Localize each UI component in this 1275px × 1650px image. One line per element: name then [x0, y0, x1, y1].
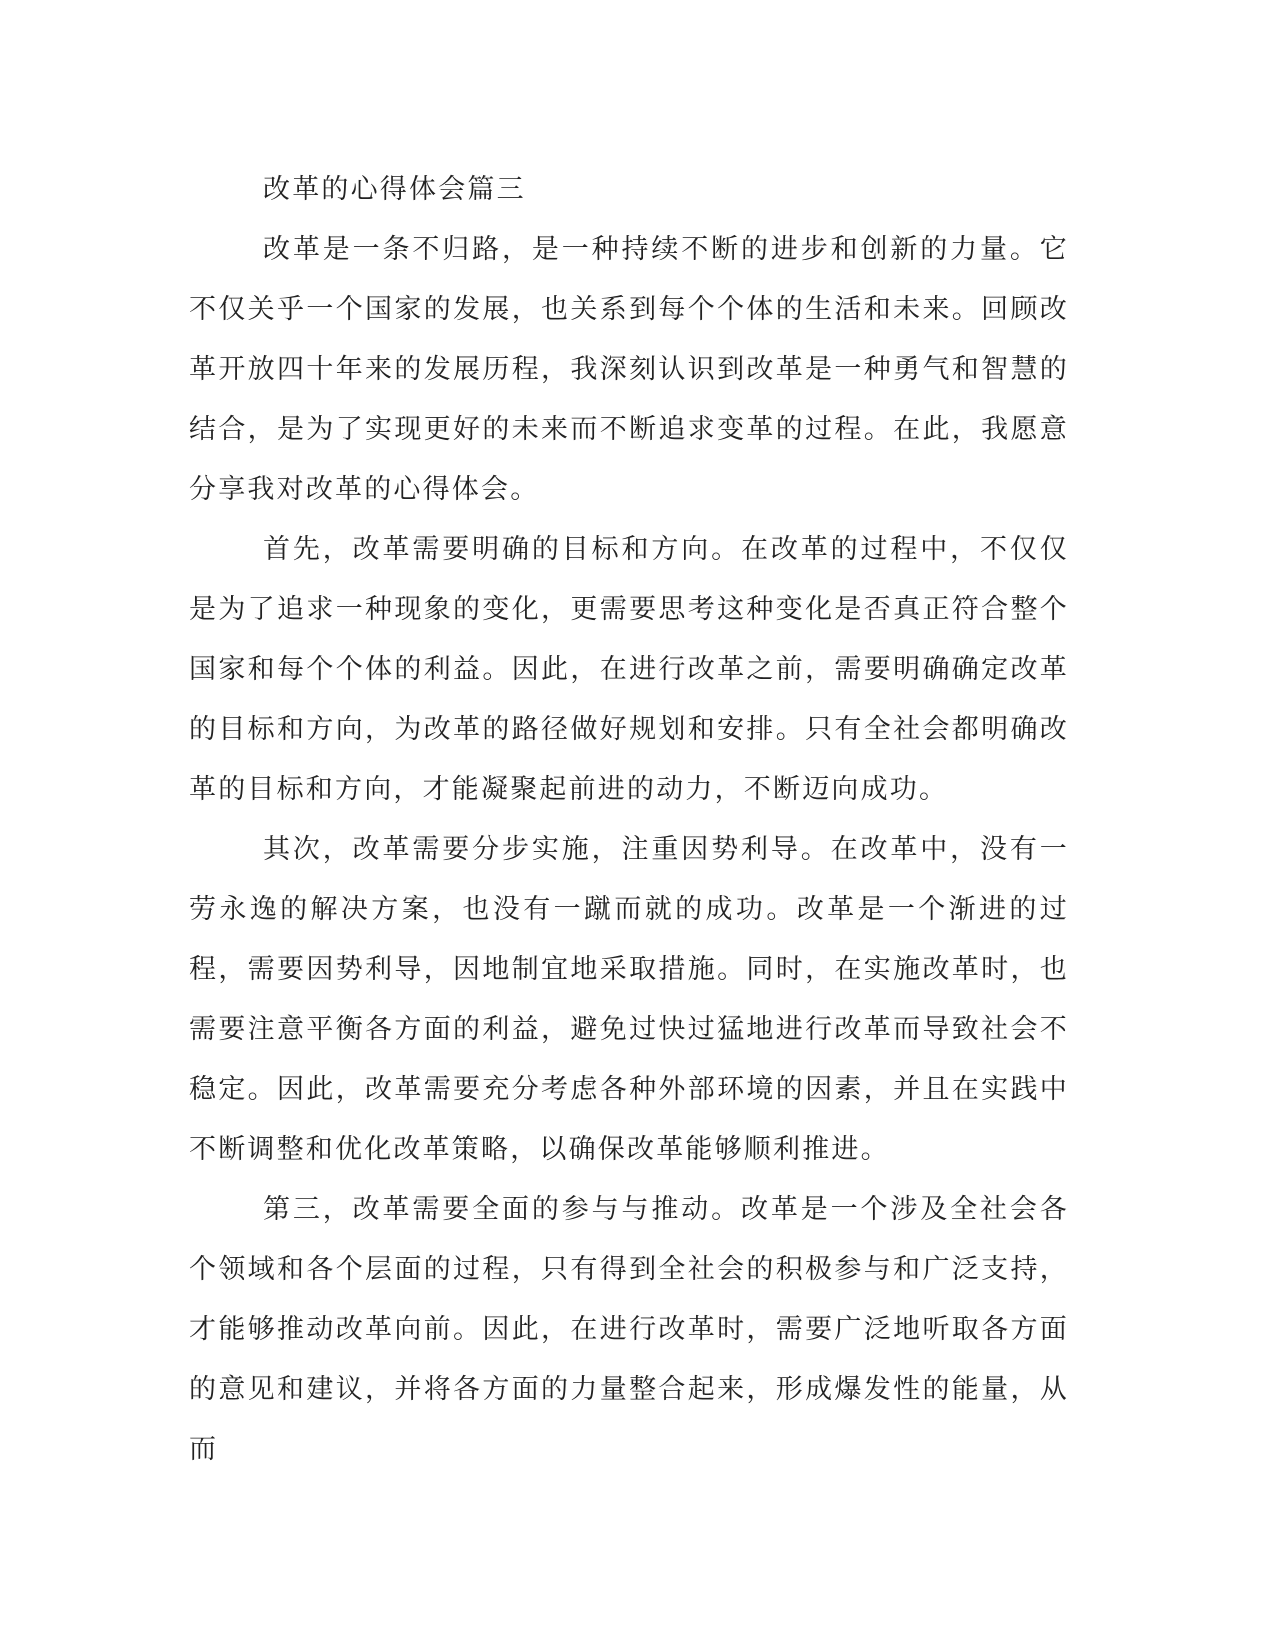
document-heading: 改革的心得体会篇三 [263, 174, 526, 205]
paragraph-4: 第三，改革需要全面的参与与推动。改革是一个涉及全社会各个领域和各个层面的过程，只有得到全社会的积极参与和广泛支持，才能够推动改革向前。因此，在进行改革时，需要广泛地听取各方面的意见和建议，并将各方面的力量整合起来，形成爆发性的能量，从而 [189, 1194, 1069, 1465]
paragraph-2: 首先，改革需要明确的目标和方向。在改革的过程中，不仅仅是为了追求一种现象的变化，更需要思考这种变化是否真正符合整个国家和每个个体的利益。因此，在进行改革之前，需要明确确定改革的目标和方向，为改革的路径做好规划和安排。只有全社会都明确改革的目标和方向，才能凝聚起前进的动力，不断迈向成功。 [189, 534, 1069, 805]
paragraph-3: 其次，改革需要分步实施，注重因势利导。在改革中，没有一劳永逸的解决方案，也没有一蹴而就的成功。改革是一个渐进的过程，需要因势利导，因地制宜地采取措施。同时，在实施改革时，也需要注意平衡各方面的利益，避免过快过猛地进行改革而导致社会不稳定。因此，改革需要充分考虑各种外部环境的因素，并且在实践中不断调整和优化改革策略，以确保改革能够顺利推进。 [189, 834, 1069, 1165]
paragraph-1: 改革是一条不归路，是一种持续不断的进步和创新的力量。它不仅关乎一个国家的发展，也关系到每个个体的生活和未来。回顾改革开放四十年来的发展历程，我深刻认识到改革是一种勇气和智慧的结合，是为了实现更好的未来而不断追求变革的过程。在此，我愿意分享我对改革的心得体会。 [189, 234, 1069, 505]
document-body [189, 160, 1069, 1480]
